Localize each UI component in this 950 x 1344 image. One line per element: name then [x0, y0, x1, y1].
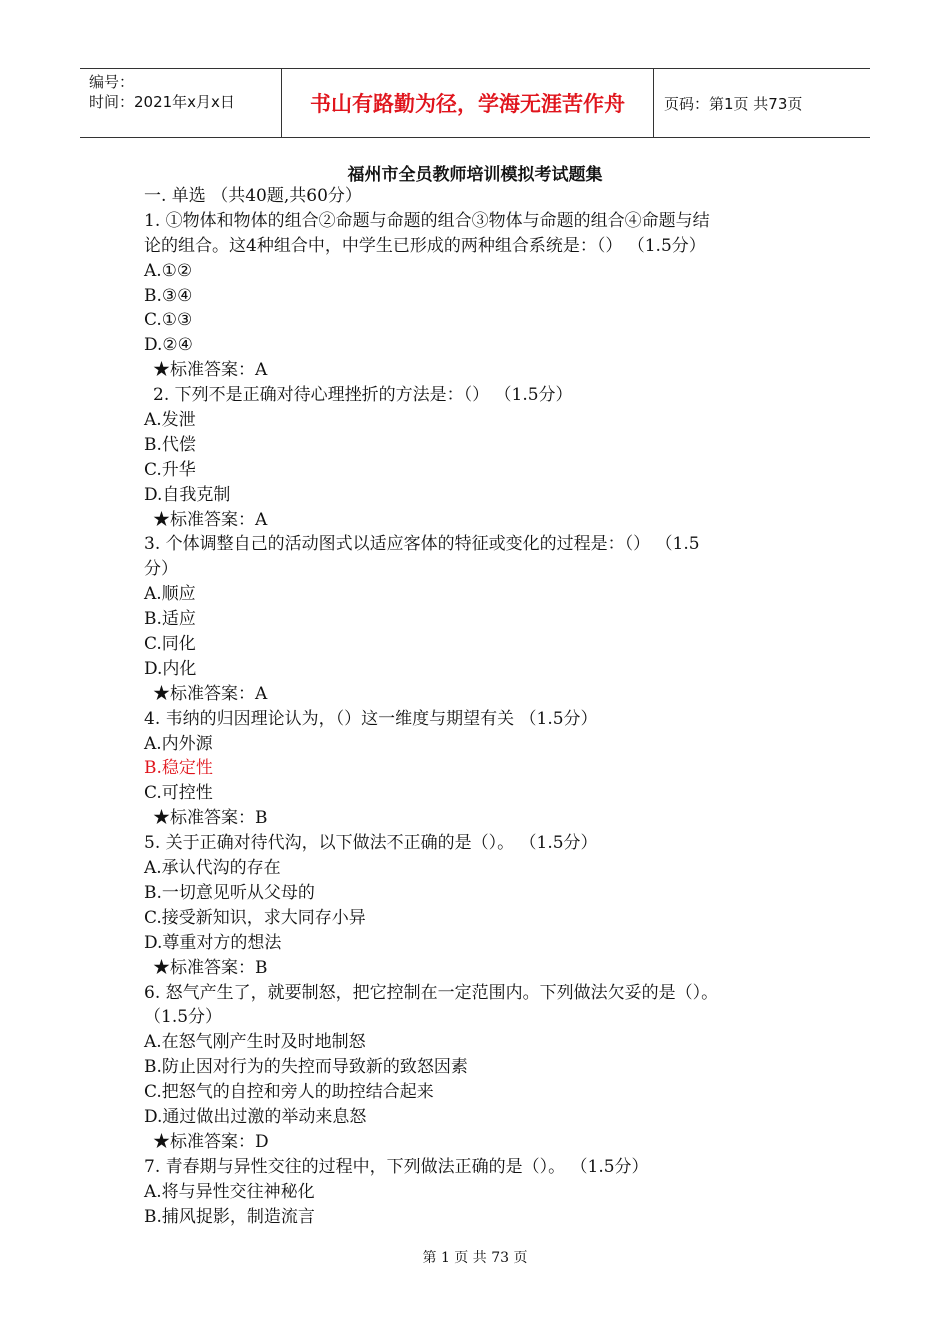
option-line: C.①③ [144, 310, 193, 331]
page-footer: 第 1 页 共 73 页 [422, 1250, 528, 1266]
question-5-text: 5. 关于正确对待代沟，以下做法不正确的是（）。 （1.5分） [144, 833, 598, 854]
option-line: B.捕风捉影，制造流言 [144, 1206, 315, 1227]
question-6-text-cont: （1.5分） [144, 1007, 223, 1028]
motto-cell [282, 69, 654, 137]
option-line: C.可控性 [144, 783, 213, 804]
option-line: D.通过做出过激的举动来息怒 [144, 1106, 367, 1127]
option-line: D.自我克制 [144, 484, 231, 505]
section-heading: 一. 单选 （共40题,共60分） [144, 186, 362, 206]
option-line: A.承认代沟的存在 [144, 858, 281, 879]
option-line: D.尊重对方的想法 [144, 932, 282, 953]
motto-text: 书山有路勤为径，学海无涯苦作舟 [310, 92, 625, 116]
number-label: 编号： [89, 73, 135, 91]
page-header [80, 68, 870, 138]
question-3-text-cont: 分） [144, 559, 178, 580]
option-line: A.在怒气刚产生时及时地制怒 [144, 1032, 366, 1053]
answer-line: ★标准答案：A [153, 360, 268, 381]
answer-line: ★标准答案：B [153, 808, 268, 829]
option-line: A.内外源 [144, 733, 213, 754]
question-6-text: 6. 怒气产生了，就要制怒，把它控制在一定范围内。下列做法欠妥的是（）。 [144, 982, 719, 1003]
time-label: 时间：2021年x月x日 [89, 93, 235, 111]
option-line: A.发泄 [144, 410, 196, 431]
option-line: C.同化 [144, 634, 196, 655]
answer-line: ★标准答案：D [153, 1131, 269, 1152]
question-3-text: 3. 个体调整自己的活动图式以适应客体的特征或变化的过程是：（） （1.5 [144, 534, 700, 555]
question-7-text: 7. 青春期与异性交往的过程中，下列做法正确的是（）。 （1.5分） [144, 1156, 649, 1177]
option-line: B.适应 [144, 609, 196, 630]
option-line: C.接受新知识，求大同存小异 [144, 907, 366, 928]
question-list [144, 184, 809, 1229]
option-line: C.把怒气的自控和旁人的助控结合起来 [144, 1082, 434, 1103]
option-line: D.内化 [144, 658, 197, 679]
option-line: A.将与异性交往神秘化 [144, 1181, 315, 1202]
question-4-text: 4. 韦纳的归因理论认为，（）这一维度与期望有关 （1.5分） [144, 708, 598, 729]
option-line: A.①② [144, 260, 193, 281]
question-1-text-cont: 论的组合。这4种组合中，中学生已形成的两种组合系统是：（） （1.5分） [144, 235, 706, 256]
answer-line: ★标准答案：A [153, 683, 268, 704]
option-line: C.升华 [144, 459, 196, 480]
option-line: B.代偿 [144, 434, 196, 455]
header-meta-cell [80, 69, 282, 137]
option-line: B.③④ [144, 285, 193, 306]
option-line: A.顺应 [144, 584, 196, 605]
option-line: B.防止因对行为的失控而导致新的致怒因素 [144, 1057, 468, 1078]
option-line: D.②④ [144, 335, 193, 356]
question-2-text: 2. 下列不是正确对待心理挫折的方法是：（） （1.5分） [153, 385, 573, 406]
highlighted-option-line: B.稳定性 [144, 758, 213, 779]
option-line: B.一切意见听从父母的 [144, 882, 315, 903]
answer-line: ★标准答案：A [153, 509, 268, 530]
page-info-text: 页码：第1页 共73页 [664, 94, 803, 113]
document-title: 福州市全员教师培训模拟考试题集 [347, 165, 603, 185]
question-1-text: 1. ①物体和物体的组合②命题与命题的组合③物体与命题的组合④命题与结 [144, 210, 710, 231]
answer-line: ★标准答案：B [153, 957, 268, 978]
page-info-cell [654, 69, 870, 137]
